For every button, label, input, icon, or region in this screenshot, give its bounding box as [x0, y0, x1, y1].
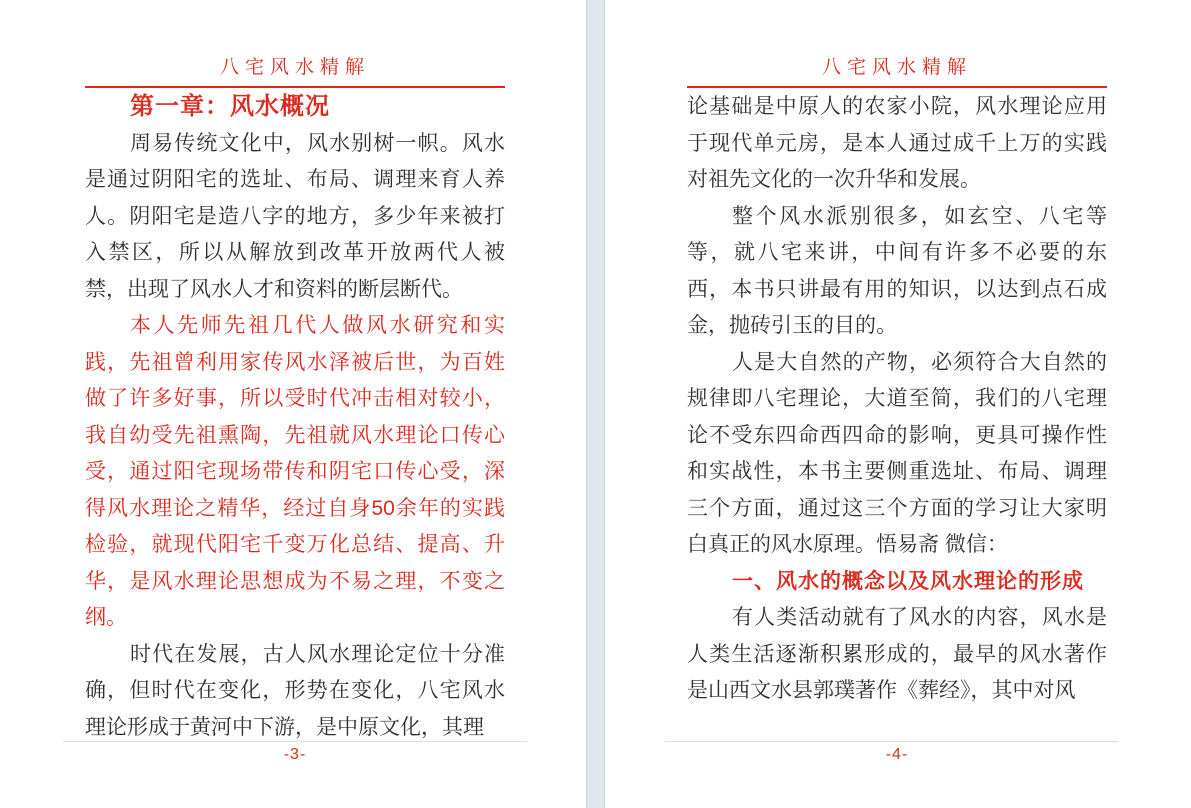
- text-line: 入禁区，所以从解放到改革开放两代人被: [85, 241, 505, 264]
- text-line: 理论形成于黄河中下游，是中原文化，其理: [85, 715, 484, 739]
- text-line: 得风水理论之精华，经过自身50余年的实践: [85, 496, 505, 520]
- page-edge-line: [665, 741, 1118, 742]
- page-number: -4-: [885, 746, 909, 763]
- text-line: 我自幼受先祖熏陶，先祖就风水理论口传心: [85, 423, 505, 447]
- page-header-title: 八宅风水精解: [219, 57, 370, 78]
- page-body: [687, 89, 1107, 710]
- text-line: 周易传统文化中，风水别树一帜。风水: [130, 131, 505, 155]
- page-header-title: 八宅风水精解: [821, 57, 972, 78]
- text-line: 检验，就现代阳宅千变万化总结、提高、升: [85, 533, 505, 556]
- text-line: 华，是风水理论思想成为不易之理，不变之: [85, 569, 505, 593]
- text-line: 受，通过阳宅现场带传和阴宅口传心受，深: [85, 460, 505, 483]
- text-line: 规律即八宅理论，大道至简，我们的八宅理: [687, 387, 1107, 410]
- page-number: -3-: [283, 746, 307, 763]
- text-line: 人是大自然的产物，必须符合大自然的: [732, 350, 1107, 374]
- text-line: 确，但时代在变化，形势在变化，八宅风水: [85, 679, 505, 702]
- text-line: 于现代单元房，是本人通过成千上万的实践: [687, 131, 1107, 155]
- text-line: 论基础是中原人的农家小院，风水理论应用: [687, 95, 1107, 118]
- chapter-line: 第一章：风水概况: [130, 93, 330, 120]
- subheading-line: 一、风水的概念以及风水理论的形成: [732, 569, 1084, 593]
- text-line: 是山西文水县郭璞著作《葬经》，其中对风: [687, 679, 1076, 702]
- text-line: 人类生活逐渐积累形成的，最早的风水著作: [687, 642, 1107, 666]
- text-line: 是通过阴阳宅的选址、布局、调理来育人养: [85, 168, 505, 191]
- text-line: 白真正的风水原理。悟易斋 微信：: [687, 533, 1008, 556]
- text-line: 对祖先文化的一次升华和发展。: [687, 168, 981, 191]
- text-line: 有人类活动就有了风水的内容，风水是: [732, 606, 1107, 629]
- page-edge-line: [63, 741, 527, 742]
- text-line: 时代在发展，古人风水理论定位十分准: [130, 642, 505, 666]
- text-line: 践，先祖曾利用家传风水泽被后世，为百姓: [85, 350, 505, 374]
- page-right: [687, 0, 1107, 808]
- text-line: 本人先师先祖几代人做风水研究和实: [130, 314, 505, 337]
- text-line: 论不受东四命西四命的影响，更具可操作性: [687, 423, 1107, 447]
- text-line: 纲。: [85, 606, 127, 629]
- page-body: [85, 89, 505, 746]
- text-line: 等，就八宅来讲，中间有许多不必要的东: [687, 241, 1107, 264]
- text-line: 和实战性，本书主要侧重选址、布局、调理: [687, 460, 1107, 483]
- text-line: 三个方面，通过这三个方面的学习让大家明: [687, 496, 1107, 520]
- page-gutter-divider: [586, 0, 605, 808]
- text-line: 西，本书只讲最有用的知识，以达到点石成: [687, 277, 1107, 301]
- text-line: 做了许多好事，所以受时代冲击相对较小，: [85, 387, 505, 410]
- text-line: 金，抛砖引玉的目的。: [687, 314, 897, 337]
- text-line: 整个风水派别很多，如玄空、八宅等: [732, 204, 1107, 228]
- text-line: 禁，出现了风水人才和资料的断层断代。: [85, 277, 463, 301]
- header-rule: [85, 86, 505, 88]
- text-line: 人。阴阳宅是造八字的地方，多少年来被打: [85, 204, 505, 228]
- header-rule: [687, 86, 1107, 88]
- page-left: [85, 0, 505, 808]
